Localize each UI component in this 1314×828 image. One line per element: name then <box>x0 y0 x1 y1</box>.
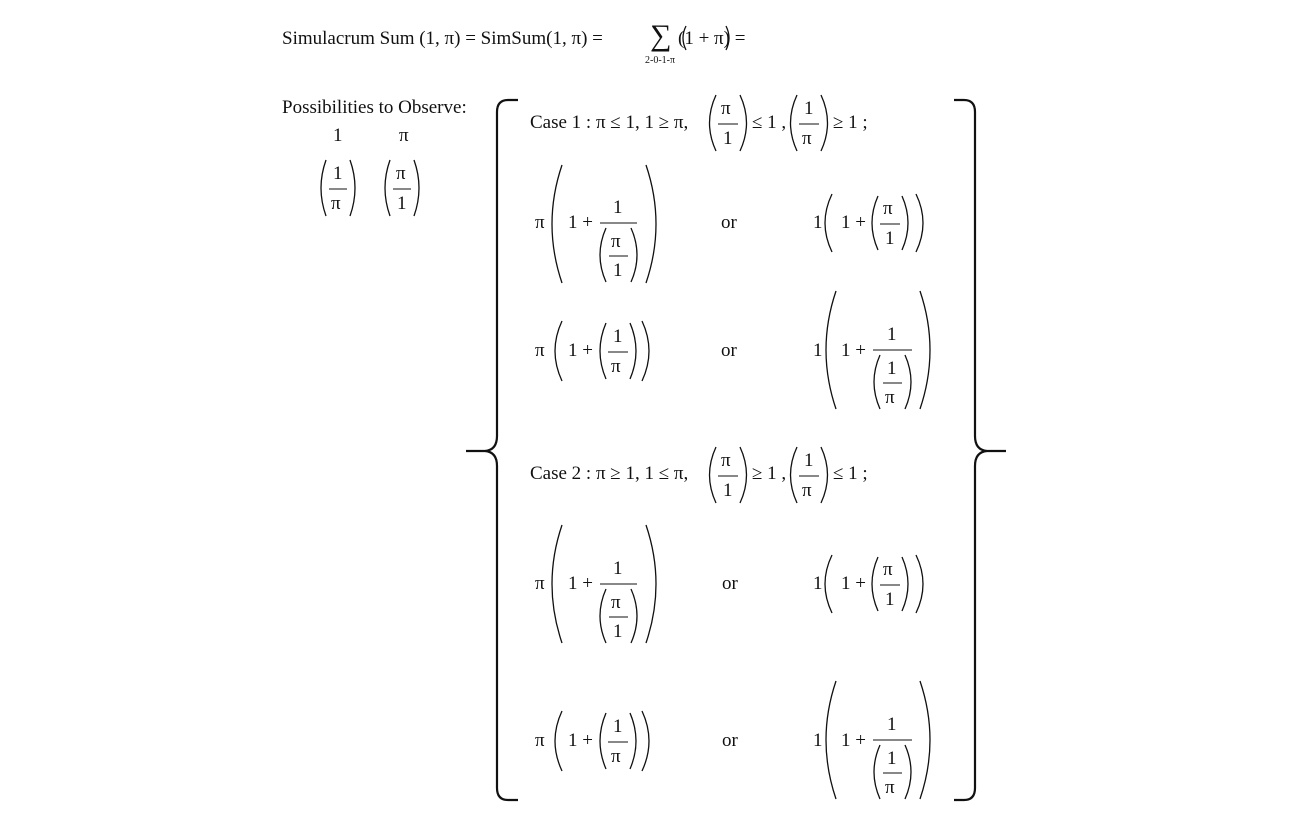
left-parenthesis <box>791 95 798 151</box>
fraction-denominator: 1 <box>613 621 623 642</box>
fraction-denominator: 1 <box>723 128 733 149</box>
left-parenthesis <box>321 160 326 216</box>
fraction-numerator: 1 <box>613 326 623 347</box>
one-factor: 1 <box>813 212 823 233</box>
fraction-denominator: π <box>331 193 341 214</box>
one-plus: 1 + <box>841 340 866 361</box>
one-factor: 1 <box>813 340 823 361</box>
right-parenthesis <box>646 165 656 283</box>
pi-factor: π <box>535 730 545 751</box>
right-parenthesis <box>916 194 923 252</box>
right-parenthesis <box>821 95 828 151</box>
case2-inequality-1: ≥ 1 , <box>752 463 787 484</box>
fraction-numerator: 1 <box>804 450 814 471</box>
left-parenthesis <box>825 194 832 252</box>
right-parenthesis <box>916 555 923 613</box>
right-parenthesis <box>920 291 930 409</box>
right-parenthesis <box>631 228 637 282</box>
right-parenthesis <box>414 160 419 216</box>
fraction-denominator: π <box>802 480 812 501</box>
fraction-numerator: 1 <box>613 716 623 737</box>
case1-heading: Case 1 : π ≤ 1, 1 ≥ π, <box>530 112 689 133</box>
right-parenthesis <box>905 355 911 409</box>
right-parenthesis <box>902 557 908 611</box>
fraction-denominator: π <box>611 746 621 767</box>
fraction-numerator: π <box>883 198 893 219</box>
one-plus: 1 + <box>841 212 866 233</box>
fraction-denominator: π <box>885 387 895 408</box>
left-parenthesis <box>872 196 878 250</box>
fraction-numerator: 1 <box>333 163 343 184</box>
right-parenthesis <box>646 525 656 643</box>
fraction-numerator: 1 <box>613 197 623 218</box>
one-plus: 1 + <box>568 573 593 594</box>
fraction-denominator: 1 <box>885 589 895 610</box>
or-connector: or <box>722 730 738 751</box>
right-parenthesis <box>905 745 911 799</box>
right-parenthesis <box>642 711 649 771</box>
pi-factor: π <box>535 340 545 361</box>
left-curly-brace <box>466 100 518 800</box>
case2-heading: Case 2 : π ≥ 1, 1 ≤ π, <box>530 463 689 484</box>
left-parenthesis <box>552 525 562 643</box>
fraction-numerator: π <box>721 450 731 471</box>
left-parenthesis <box>600 323 606 379</box>
left-parenthesis <box>600 589 606 643</box>
fraction-numerator: π <box>396 163 406 184</box>
left-parenthesis <box>874 355 880 409</box>
fraction-numerator: π <box>883 559 893 580</box>
summation-symbol: ∑ <box>650 19 672 52</box>
fraction-denominator: π <box>802 128 812 149</box>
left-parenthesis <box>826 681 836 799</box>
pi-factor: π <box>535 573 545 594</box>
right-parenthesis <box>821 447 828 503</box>
fraction-numerator: 1 <box>887 324 897 345</box>
fraction-numerator: 1 <box>887 358 897 379</box>
fraction-numerator: 1 <box>613 558 623 579</box>
case1-inequality-2: ≥ 1 ; <box>833 112 868 133</box>
left-parenthesis <box>791 447 798 503</box>
fraction-denominator: 1 <box>885 228 895 249</box>
left-parenthesis <box>555 711 562 771</box>
one-plus: 1 + <box>568 340 593 361</box>
possibility-col-one: 1 <box>333 125 343 146</box>
fraction-numerator: π <box>611 231 621 252</box>
fraction-denominator: 1 <box>723 480 733 501</box>
one-plus: 1 + <box>568 212 593 233</box>
left-parenthesis <box>710 447 717 503</box>
fraction-denominator: 1 <box>613 260 623 281</box>
fraction-denominator: π <box>885 777 895 798</box>
left-parenthesis <box>552 165 562 283</box>
or-connector: or <box>721 340 737 361</box>
fraction-numerator: 1 <box>887 714 897 735</box>
fraction-numerator: π <box>611 592 621 613</box>
left-parenthesis <box>710 95 717 151</box>
one-plus: 1 + <box>841 573 866 594</box>
right-curly-brace <box>954 100 1006 800</box>
left-parenthesis <box>872 557 878 611</box>
right-parenthesis <box>630 323 636 379</box>
fraction-numerator: 1 <box>887 748 897 769</box>
left-parenthesis <box>555 321 562 381</box>
possibility-col-pi: π <box>399 125 409 146</box>
case2-inequality-2: ≤ 1 ; <box>833 463 868 484</box>
right-parenthesis <box>726 26 729 50</box>
right-parenthesis <box>631 589 637 643</box>
right-parenthesis <box>630 713 636 769</box>
one-plus: 1 + <box>841 730 866 751</box>
one-factor: 1 <box>813 730 823 751</box>
one-factor: 1 <box>813 573 823 594</box>
pi-factor: π <box>535 212 545 233</box>
left-parenthesis <box>600 228 606 282</box>
left-parenthesis <box>385 160 390 216</box>
equation-lhs: Simulacrum Sum (1, π) = SimSum(1, π) = <box>282 28 603 49</box>
right-parenthesis <box>740 447 747 503</box>
right-parenthesis <box>902 196 908 250</box>
summation-subscript: 2-0-1-π <box>645 55 676 66</box>
fraction-numerator: 1 <box>804 98 814 119</box>
left-parenthesis <box>825 555 832 613</box>
equation-rhs: (1 + π) = <box>678 28 746 49</box>
left-parenthesis <box>826 291 836 409</box>
or-connector: or <box>722 573 738 594</box>
right-parenthesis <box>350 160 355 216</box>
right-parenthesis <box>642 321 649 381</box>
right-parenthesis <box>740 95 747 151</box>
left-parenthesis <box>683 26 686 50</box>
one-plus: 1 + <box>568 730 593 751</box>
possibilities-label: Possibilities to Observe: <box>282 97 467 118</box>
fraction-denominator: 1 <box>397 193 407 214</box>
right-parenthesis <box>920 681 930 799</box>
case1-inequality-1: ≤ 1 , <box>752 112 787 133</box>
fraction-denominator: π <box>611 356 621 377</box>
left-parenthesis <box>874 745 880 799</box>
fraction-numerator: π <box>721 98 731 119</box>
or-connector: or <box>721 212 737 233</box>
left-parenthesis <box>600 713 606 769</box>
